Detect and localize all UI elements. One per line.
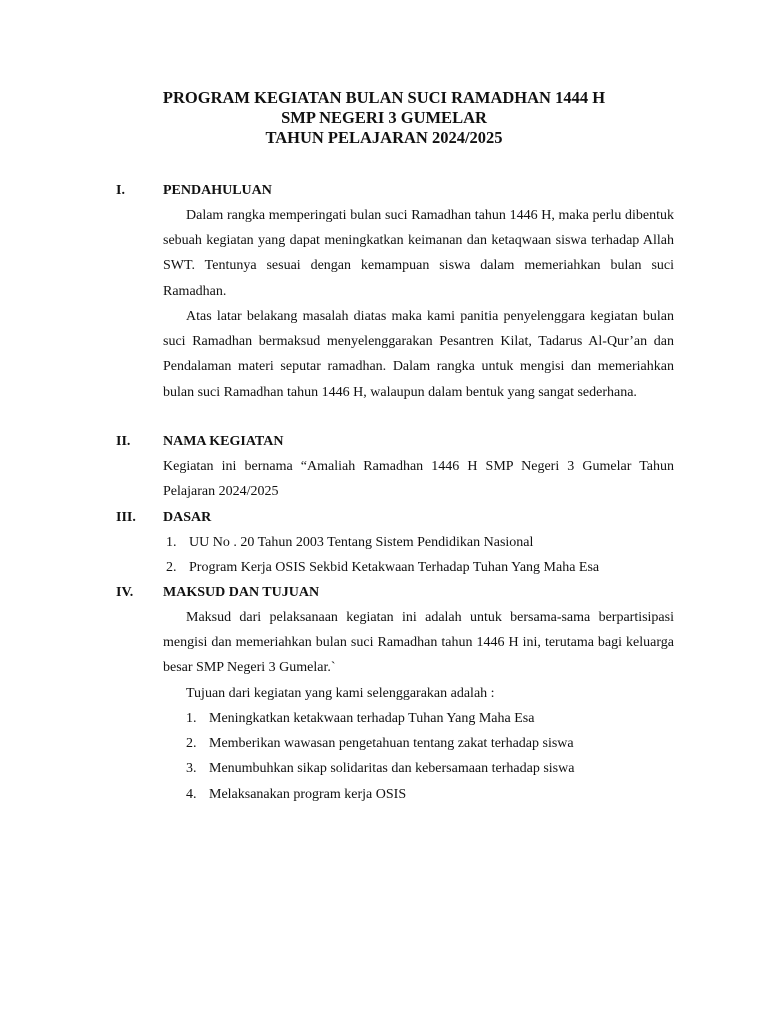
section-number-1: I. <box>116 183 125 198</box>
purpose-paragraph: Maksud dari pelaksanaan kegiatan ini adalah untuk bersama-sama berpartisipasi mengisi dan memeriahkan bulan suci Ramadhan tahun 1446 H ini, terutama bagi keluarga besar SMP Negeri 3 Gumelar.` <box>163 610 674 676</box>
list-item-number: 2. <box>186 736 197 751</box>
list-item-text: Melaksanakan program kerja OSIS <box>209 787 407 802</box>
list-item-number: 4. <box>186 787 197 802</box>
section-number-3: III. <box>116 510 136 525</box>
section-heading-pendahuluan: PENDAHULUAN <box>163 183 272 198</box>
document-title: PROGRAM KEGIATAN BULAN SUCI RAMADHAN 1444 H <box>162 88 606 107</box>
list-item-number: 1. <box>166 535 177 550</box>
list-item-number: 1. <box>186 711 197 726</box>
list-item-text: Meningkatkan ketakwaan terhadap Tuhan Yang Maha Esa <box>209 711 535 726</box>
school-name: SMP NEGERI 3 GUMELAR <box>281 108 487 127</box>
section-heading-maksud-dan-tujuan: MAKSUD DAN TUJUAN <box>163 585 320 600</box>
list-item <box>186 735 574 753</box>
list-item <box>186 786 406 804</box>
list-item-number: 3. <box>186 761 197 776</box>
list-item <box>166 559 599 577</box>
list-item <box>186 710 534 728</box>
list-item-number: 2. <box>166 560 177 575</box>
section-number-4: IV. <box>116 585 134 600</box>
academic-year: TAHUN PELAJARAN 2024/2025 <box>265 128 503 147</box>
list-item <box>166 534 533 552</box>
list-item <box>186 760 574 778</box>
section-number-2: II. <box>116 434 131 449</box>
intro-paragraph-2: Atas latar belakang masalah diatas maka kami panitia penyelenggara kegiatan bulan suci Ramadhan bermaksud menyelenggarakan Pesantren Kilat, Tadarus Al-Qur’an dan Pendalaman materi seputar ramadhan. Dalam rangka untuk mengisi dan memeriahkan bulan suci Ramadhan tahun 1446 H, walaupun dalam bentuk yang sangat sederhana. <box>163 309 674 400</box>
section-heading-dasar: DASAR <box>163 510 212 525</box>
goals-intro: Tujuan dari kegiatan yang kami selenggarakan adalah : <box>186 686 495 701</box>
intro-paragraph-1: Dalam rangka memperingati bulan suci Ramadhan tahun 1446 H, maka perlu dibentuk sebuah kegiatan yang dapat meningkatkan keimanan dan ketaqwaan siswa terhadap Allah SWT. Tentunya sesuai dengan kemampuan siswa dalam memeriahkan bulan suci Ramadhan. <box>163 208 674 299</box>
list-item-text: UU No . 20 Tahun 2003 Tentang Sistem Pendidikan Nasional <box>189 535 534 550</box>
activity-name-paragraph: Kegiatan ini bernama “Amaliah Ramadhan 1446 H SMP Negeri 3 Gumelar Tahun Pelajaran 2024/2025 <box>163 459 674 500</box>
list-item-text: Memberikan wawasan pengetahuan tentang zakat terhadap siswa <box>209 736 574 751</box>
section-heading-nama-kegiatan: NAMA KEGIATAN <box>163 434 284 449</box>
list-item-text: Program Kerja OSIS Sekbid Ketakwaan Terhadap Tuhan Yang Maha Esa <box>189 560 600 575</box>
list-item-text: Menumbuhkan sikap solidaritas dan kebersamaan terhadap siswa <box>209 761 575 776</box>
